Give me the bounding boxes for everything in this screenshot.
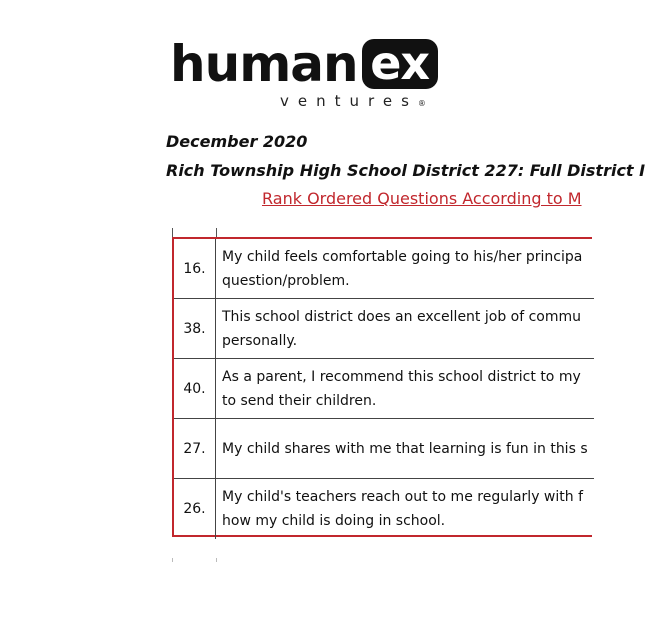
grid-line [216,228,217,237]
questions-table [172,237,592,537]
question-line: My child's teachers reach out to me regularly with f [222,489,584,505]
table-row [174,299,594,359]
question-number: 27. [174,419,216,479]
question-number: 38. [174,299,216,359]
logo-text-ventures: ventures [280,92,418,110]
grid-line [216,558,217,562]
report-subtitle: Rich Township High School District 227: Full District I [166,161,645,180]
question-line: As a parent, I recommend this school district to my [222,369,581,385]
question-number: 40. [174,359,216,419]
registered-mark: ® [417,99,426,108]
question-text [222,437,602,461]
question-line: question/problem. [222,273,350,289]
report-date: December 2020 [166,132,308,151]
table-row [174,239,594,299]
grid-line [172,558,173,562]
question-line: My child feels comfortable going to his/her principa [222,249,583,265]
question-text [222,485,602,533]
question-number: 26. [174,479,216,539]
question-line: how my child is doing in school. [222,513,446,529]
table-row [174,479,594,539]
question-text [222,305,602,353]
question-line: to send their children. [222,393,377,409]
question-line: My child shares with me that learning is fun in this s [222,441,588,457]
grid-line [172,228,173,237]
question-text [222,245,602,293]
table-row [174,359,594,419]
question-number: 16. [174,239,216,299]
section-heading: Rank Ordered Questions According to M [262,189,582,208]
question-line: personally. [222,333,298,349]
logo-text-ex: ex [362,39,438,89]
logo-subtext [280,92,426,110]
question-text [222,365,602,413]
question-line: This school district does an excellent job of commu [222,309,582,325]
logo-wordmark [170,35,438,93]
humanex-ventures-logo [170,35,460,118]
logo-text-human: human [170,35,358,93]
table-row [174,419,594,479]
